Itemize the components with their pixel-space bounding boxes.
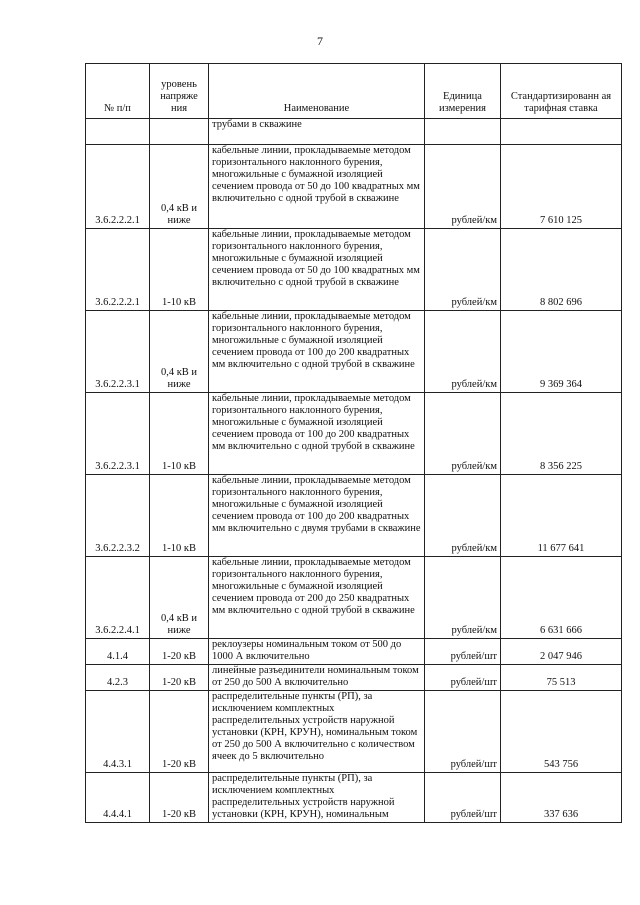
row-name: кабельные линии, прокладываемые методом горизонтального наклонного бурения, многожильные с бумажной изоляцией сечением провода от 100 до 200 квадратных мм включительно с двумя трубами в скважине bbox=[209, 475, 425, 557]
row-rate: 9 369 364 bbox=[501, 311, 622, 393]
row-unit: рублей/км bbox=[425, 393, 501, 475]
row-voltage: 1-10 кВ bbox=[150, 229, 209, 311]
row-name: кабельные линии, прокладываемые методом горизонтального наклонного бурения, многожильные с бумажной изоляцией сечением провода от 200 до 250 квадратных мм включительно с одной трубой в скважине bbox=[209, 557, 425, 639]
header-num: № п/п bbox=[86, 64, 150, 119]
row-num: 4.2.3 bbox=[86, 665, 150, 691]
row-num: 4.4.4.1 bbox=[86, 773, 150, 823]
row-name: кабельные линии, прокладываемые методом горизонтального наклонного бурения, многожильные с бумажной изоляцией сечением провода от 100 до 200 квадратных мм включительно с одной трубой в скважине bbox=[209, 393, 425, 475]
row-num: 4.4.3.1 bbox=[86, 691, 150, 773]
row-voltage: 0,4 кВ и ниже bbox=[150, 145, 209, 229]
row-num: 3.6.2.2.4.1 bbox=[86, 557, 150, 639]
row-name: кабельные линии, прокладываемые методом горизонтального наклонного бурения, многожильные с бумажной изоляцией сечением провода от 100 до 200 квадратных мм включительно с одной трубой в скважине bbox=[209, 311, 425, 393]
row-name: кабельные линии, прокладываемые методом горизонтального наклонного бурения, многожильные с бумажной изоляцией сечением провода от 50 до 100 квадратных мм включительно с одной трубой в скважине bbox=[209, 145, 425, 229]
continuation-row bbox=[86, 119, 622, 145]
row-rate: 2 047 946 bbox=[501, 639, 622, 665]
row-voltage: 1-10 кВ bbox=[150, 475, 209, 557]
row-num: 4.1.4 bbox=[86, 639, 150, 665]
row-unit: рублей/км bbox=[425, 557, 501, 639]
table-row bbox=[86, 773, 622, 823]
row-name: реклоузеры номинальным током от 500 до 1000 А включительно bbox=[209, 639, 425, 665]
row-voltage: 1-20 кВ bbox=[150, 691, 209, 773]
row-name: распределительные пункты (РП), за исключением комплектных распределительных устройств наружной установки (КРН, КРУН), номинальным bbox=[209, 773, 425, 823]
row-unit: рублей/шт bbox=[425, 639, 501, 665]
row-voltage: 1-20 кВ bbox=[150, 773, 209, 823]
row-unit: рублей/км bbox=[425, 311, 501, 393]
row-voltage: 0,4 кВ и ниже bbox=[150, 557, 209, 639]
row-unit: рублей/шт bbox=[425, 691, 501, 773]
row-rate: 11 677 641 bbox=[501, 475, 622, 557]
row-rate: 337 636 bbox=[501, 773, 622, 823]
row-num: 3.6.2.2.3.2 bbox=[86, 475, 150, 557]
row-voltage: 0,4 кВ и ниже bbox=[150, 311, 209, 393]
row-rate: 8 356 225 bbox=[501, 393, 622, 475]
header-name: Наименование bbox=[209, 64, 425, 119]
row-voltage: 1-20 кВ bbox=[150, 665, 209, 691]
header-rate: Стандартизированн ая тарифная ставка bbox=[501, 64, 622, 119]
row-voltage: 1-20 кВ bbox=[150, 639, 209, 665]
table-row bbox=[86, 393, 622, 475]
row-unit: рублей/км bbox=[425, 145, 501, 229]
table-row bbox=[86, 475, 622, 557]
row-rate: 6 631 666 bbox=[501, 557, 622, 639]
row-rate: 543 756 bbox=[501, 691, 622, 773]
tariff-table bbox=[85, 63, 622, 823]
row-num: 3.6.2.2.3.1 bbox=[86, 393, 150, 475]
row-name: кабельные линии, прокладываемые методом горизонтального наклонного бурения, многожильные с бумажной изоляцией сечением провода от 50 до 100 квадратных мм включительно с одной трубой в скважине bbox=[209, 229, 425, 311]
row-unit: рублей/шт bbox=[425, 665, 501, 691]
table-row bbox=[86, 311, 622, 393]
row-num: 3.6.2.2.2.1 bbox=[86, 229, 150, 311]
row-unit: рублей/км bbox=[425, 229, 501, 311]
row-unit: рублей/шт bbox=[425, 773, 501, 823]
header-unit: Единица измерения bbox=[425, 64, 501, 119]
row-num: 3.6.2.2.3.1 bbox=[86, 311, 150, 393]
row-unit: рублей/км bbox=[425, 475, 501, 557]
table-row bbox=[86, 665, 622, 691]
table-row bbox=[86, 557, 622, 639]
row-num: 3.6.2.2.2.1 bbox=[86, 145, 150, 229]
row-rate: 75 513 bbox=[501, 665, 622, 691]
table-row bbox=[86, 229, 622, 311]
row-voltage: 1-10 кВ bbox=[150, 393, 209, 475]
row-name: линейные разъединители номинальным током от 250 до 500 А включительно bbox=[209, 665, 425, 691]
table-header-row bbox=[86, 64, 622, 119]
row-rate: 7 610 125 bbox=[501, 145, 622, 229]
header-voltage: уровень напряже ния bbox=[150, 64, 209, 119]
table-row bbox=[86, 691, 622, 773]
row-name: распределительные пункты (РП), за исключением комплектных распределительных устройств наружной установки (КРН, КРУН), номинальным током от 250 до 500 А включительно с количеством ячеек до 5 включительно bbox=[209, 691, 425, 773]
continuation-text: трубами в скважине bbox=[209, 119, 425, 145]
table-row bbox=[86, 145, 622, 229]
table-row bbox=[86, 639, 622, 665]
page-number: 7 bbox=[317, 34, 323, 48]
row-rate: 8 802 696 bbox=[501, 229, 622, 311]
